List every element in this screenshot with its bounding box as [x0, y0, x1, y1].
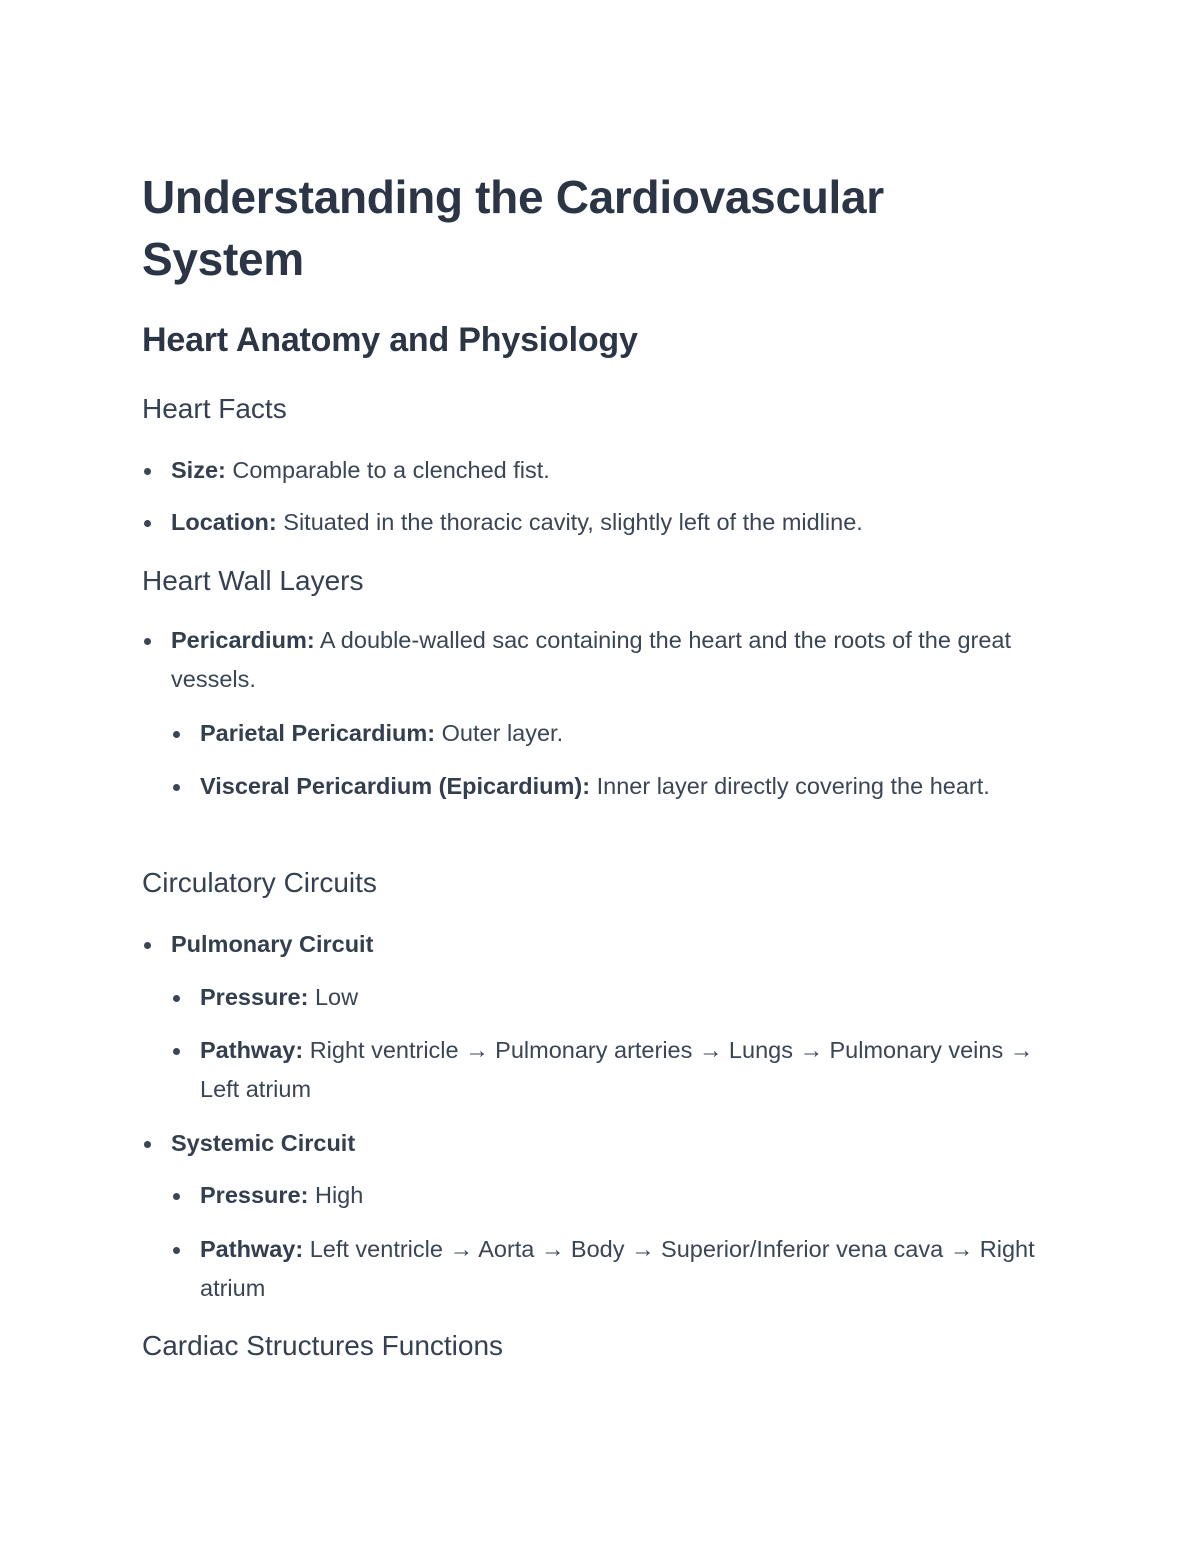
bullet-icon	[144, 638, 151, 645]
list-item	[171, 503, 1061, 542]
item-term: Pressure:	[200, 984, 309, 1010]
item-term: Pathway:	[200, 1236, 304, 1262]
bullet-icon	[173, 731, 180, 738]
item-text: High	[308, 1182, 364, 1208]
subheading-circulatory-circuits: Circulatory Circuits	[142, 867, 377, 898]
bullet-icon	[144, 520, 151, 527]
bullet-icon	[144, 1141, 151, 1148]
item-text: Right ventricle → Pulmonary arteries → Lungs → Pulmonary veins → Left atrium	[200, 1037, 1034, 1102]
bullet-icon	[144, 942, 151, 949]
item-text: Left ventricle → Aorta → Body → Superior/Inferior vena cava → Right atrium	[200, 1236, 1035, 1301]
item-term: Parietal Pericardium:	[200, 720, 436, 746]
list-item	[200, 767, 1060, 806]
item-term: Pressure:	[200, 1182, 309, 1208]
item-term: Location:	[171, 509, 277, 535]
item-term: Pathway:	[200, 1037, 304, 1063]
list-item	[171, 1124, 1061, 1163]
list-item	[200, 714, 1060, 753]
list-item	[171, 621, 1061, 699]
item-term: Systemic Circuit	[171, 1130, 356, 1156]
item-term: Pericardium:	[171, 627, 315, 653]
item-term: Visceral Pericardium (Epicardium):	[200, 773, 591, 799]
bullet-icon	[173, 1193, 180, 1200]
subheading-heart-wall-layers: Heart Wall Layers	[142, 565, 364, 596]
bullet-icon	[173, 1247, 180, 1254]
list-item	[200, 1176, 1060, 1215]
item-text: Low	[308, 984, 359, 1010]
bullet-icon	[144, 468, 151, 475]
list-item	[200, 1230, 1060, 1308]
item-term: Size:	[171, 457, 226, 483]
item-text: Comparable to a clenched fist.	[225, 457, 550, 483]
bullet-icon	[173, 995, 180, 1002]
item-text: Situated in the thoracic cavity, slightly left of the midline.	[276, 509, 863, 535]
item-text: Inner layer directly covering the heart.	[590, 773, 990, 799]
item-term: Pulmonary Circuit	[171, 931, 374, 957]
list-item	[200, 978, 1060, 1017]
document-title: Understanding the Cardiovascular System	[142, 171, 884, 285]
item-text: Outer layer.	[435, 720, 564, 746]
list-item	[200, 1031, 1060, 1109]
bullet-icon	[173, 784, 180, 791]
subheading-cardiac-structures: Cardiac Structures Functions	[142, 1330, 504, 1361]
list-item	[171, 925, 1061, 964]
list-item	[171, 451, 1061, 490]
section-heading: Heart Anatomy and Physiology	[142, 321, 638, 359]
subheading-heart-facts: Heart Facts	[142, 393, 287, 424]
bullet-icon	[173, 1048, 180, 1055]
item-text: A double-walled sac containing the heart and the roots of the great vessels.	[171, 627, 1012, 692]
